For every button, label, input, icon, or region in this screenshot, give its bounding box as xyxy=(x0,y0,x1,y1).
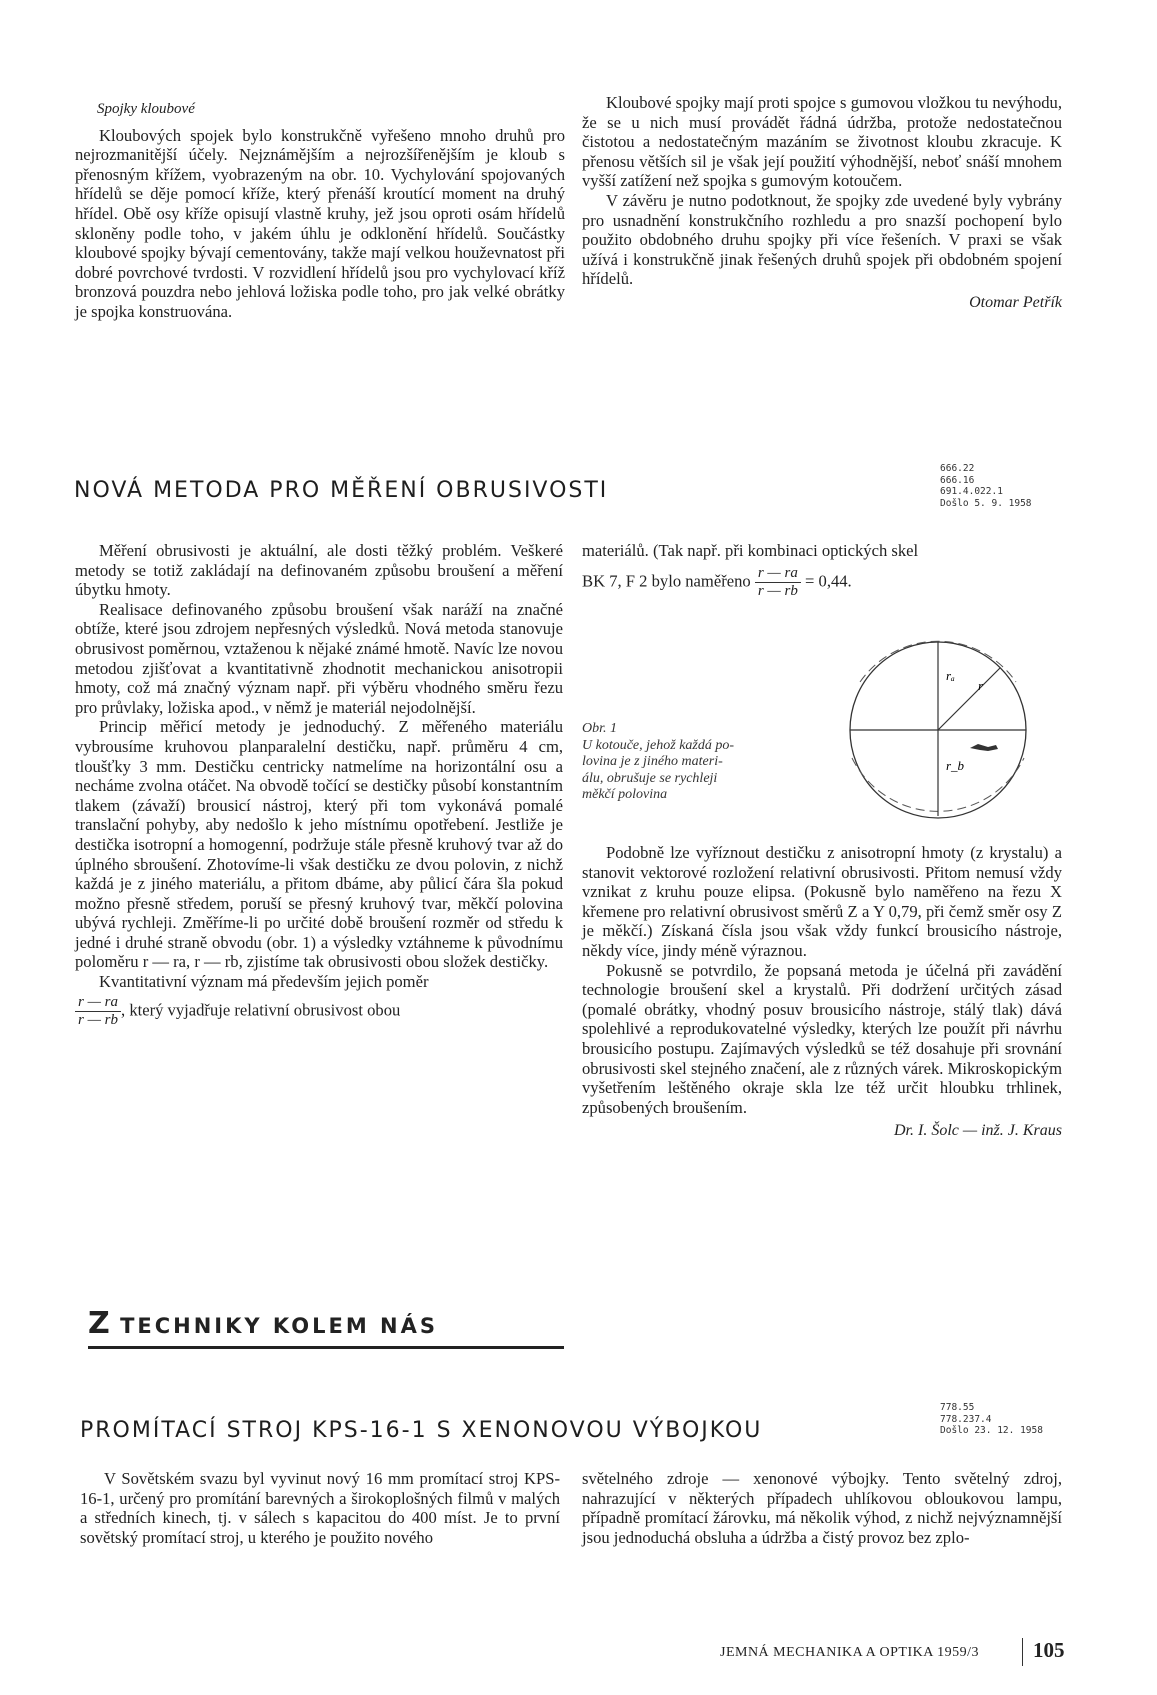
metoda-right-column xyxy=(582,541,1062,600)
paragraph-text: materiálů. (Tak např. při kombinaci optických skel xyxy=(582,541,919,560)
formula-line xyxy=(75,994,563,1029)
code: 666.16 xyxy=(940,474,975,486)
paragraph xyxy=(75,972,563,992)
footer-divider xyxy=(1022,1638,1023,1666)
fraction-denominator: r — rb xyxy=(78,1011,119,1028)
figure-disk-diagram xyxy=(838,630,1038,830)
metoda-left-column xyxy=(75,541,563,1029)
paragraph: Princip měřicí metody je jednoduchý. Z měřeného materiálu vybrousíme kruhovou planparalelní destičku, např. průměru 4 cm, tloušťky 3 mm. Destičku centricky natmelíme na horizontální osu a necháme zvolna otáčet. Na obvodě točící se destičky působí konstantním tlakem (závaží) brousicí nástroj, který při tom vykonává pomalé translační pohyby, aby nedošlo k jeho místnímu opotřebení. Jestliže je destička isotropní a homogenní, podržuje stále přesně kruhový tvar až do úplného sbroušení. Zhotovíme-li však destičku ze dvou polovin, z nichž každá je z jiného materiálu, a přitom dbáme, aby půlicí čára šla pokud možno přesně středem, poruší se přesný kruhový tvar, měkčí polovina ubývá rychleji. Změříme-li po určité době broušení rozměr od středu k jedné i druhé straně obvodu (obr. 1) a výsledky vztáhneme k původnímu poloměru r — ra, r — rb, zjistíme tak obrusivosti obou složek destičky. xyxy=(75,717,563,972)
section-heading xyxy=(88,1306,438,1341)
paragraph: Měření obrusivosti je aktuální, ale dosti těžký problém. Veškeré metody se totiž zakládají na definovaném způsobu broušení a měření úbytku hmoty. xyxy=(75,541,563,600)
received-date: Došlo 23. 12. 1958 xyxy=(940,1425,1043,1436)
article-title: PROMÍTACÍ STROJ KPS-16-1 S XENONOVOU VÝBOJKOU xyxy=(80,1418,763,1443)
code: 666.22 xyxy=(940,463,975,474)
code: 778.237.4 xyxy=(940,1413,992,1425)
journal-footer: JEMNÁ MECHANIKA A OPTIKA 1959/3 xyxy=(720,1645,979,1660)
fraction-numerator: r — ra xyxy=(755,565,801,583)
spojky-right-column xyxy=(582,93,1062,313)
wear-mark xyxy=(970,744,998,751)
ratio-fraction xyxy=(75,994,121,1029)
fraction-denominator: r — rb xyxy=(757,582,798,599)
formula-text: , který vyjadřuje relativní obrusivost obou xyxy=(121,999,401,1019)
article-title: NOVÁ METODA PRO MĚŘENÍ OBRUSIVOSTI xyxy=(74,478,609,503)
author-signature: Otomar Petřík xyxy=(969,293,1062,311)
paragraph: V závěru je nutno podotknout, že spojky zde uvedené byly vybrány pro usnadnění konstrukčního rozhledu a pro snazší pochopení bylo použito obdobného druhu spojky při více řešeních. V praxi se však užívá i konstrukčně jinak řešených druhů spojek při obdobném spojení hřídelů. xyxy=(582,190,1062,289)
section-title: TECHNIKY KOLEM NÁS xyxy=(120,1314,438,1338)
paragraph: Podobně lze vyříznout destičku z anisotropní hmoty (z krystalu) a stanovit vektorové rozložení relativní obrusivosti. Přitom nemusí vždy vznikat z kruhu pouze elipsa. (Pokusně bylo naměřeno na řezu X křemene pro relativní obrusivost směrů Z a Y 0,79, při čemž směr osy Z je měkčí.) Získaná čísla jsou však vždy funkcí brousicího nástroje, někdy více, jindy méně výraznou. xyxy=(582,843,1062,960)
paragraph: světelného zdroje — xenonové výbojky. Tento světelný zdroj, nahrazující v některých případech uhlíkovou obloukovou lampu, případně promítací žárovku, má několik výhod, z nichž nejvýznamnější jsou jednoduchá obsluha a údržba a čistý provoz bez zplo- xyxy=(582,1469,1062,1547)
caption-line: U kotouče, jehož každá po- xyxy=(582,737,735,753)
caption-line: lovina je z jiného materi- xyxy=(582,754,723,769)
spojky-left-column xyxy=(75,100,565,322)
ratio-fraction xyxy=(755,565,801,600)
paragraph: V Sovětském svazu byl vyvinut nový 16 mm promítací stroj KPS-16-1, určený pro promítání barevných a širokoplošných filmů v malých a středních kinech, tj. v sálech s kapacitou do 400 míst. Je to první sovětský promítací stroj, u kterého je použito nového xyxy=(80,1469,560,1547)
received-date: Došlo 5. 9. 1958 xyxy=(940,497,1032,509)
paragraph: Pokusně se potvrdilo, že popsaná metoda je účelná při zavádění technologie broušení skel a krystalů. Při dodržení určitých zásad (pomalé obrátky, vhodný posuv brousicího nástroje, stálý tlak) dává spolehlivé a reprodukovatelné výsledky, kterých lze použít při návrhu brousicího postupu. Zajímavých výsledků se též dosahuje při srovnání obrusivosti skel stejného značení, ale z různých várek. Mikroskopickým vyšetřením leštěného okraje skla lze též určit hloubku trhlinek, způsobených broušením. xyxy=(582,960,1062,1117)
paragraph-text: Kvantitativní význam má především jejich poměr xyxy=(99,972,429,992)
formula-text: BK 7, F 2 bylo naměřeno xyxy=(582,570,751,590)
caption-line: álu, obrušuje se rychleji xyxy=(582,770,718,786)
section-rule xyxy=(88,1346,564,1349)
section-initial: Z xyxy=(88,1306,110,1341)
label-ra: rₐ xyxy=(946,668,955,683)
section-subheading: Spojky kloubové xyxy=(97,101,195,117)
classification-codes xyxy=(940,1402,1043,1437)
formula-text: = 0,44. xyxy=(805,570,852,590)
code: 778.55 xyxy=(940,1402,975,1413)
caption-line: Obr. 1 xyxy=(582,721,618,736)
label-rb: r_b xyxy=(946,758,965,773)
formula-line xyxy=(582,565,1062,600)
paragraph: Kloubové spojky mají proti spojce s gumovou vložkou tu nevýhodu, že se u nich musí provádět řádná údržba, protože nedostatečnou čistotou a nedostatečným mazáním se životnost kloubu zkracuje. K přenosu větších sil je však její použití výhodnější, neboť snáší mnohem vyšší zatížení než spojka s gumovým kotoučem. xyxy=(582,93,1062,191)
caption-line: měkčí polovina xyxy=(582,787,668,802)
paragraph: Kloubových spojek bylo konstrukčně vyřešeno mnoho druhů pro nejrozmanitější účely. Nejznámějším a nejrozšířenějším je kloub s přenosným křížem, vyobrazeným na obr. 10. Vychylování spojovaných hřídelů se děje pomocí kříže, který přenáší kroutící moment na druhý hřídel. Obě osy kříže opisují vlastně kruhy, jež jsou oproti osám hřídelů skloněny podle toho, v jakém úhlu je odklonění hřídelů. Součástky kloubové spojky bývají cementovány, takže mají velkou houževnatost při dobré povrchové tvrdosti. V rozvidlení hřídelů jsou pro vychylovací kříž bronzová pouzdra nebo jehlová ložiska podle toho, pro jak velké obrátky je spojka konstruována. xyxy=(75,125,565,321)
author-signature: Dr. I. Šolc — inž. J. Kraus xyxy=(893,1122,1062,1140)
metoda-right-column-lower xyxy=(582,843,1062,1141)
kps-left-column xyxy=(80,1469,560,1547)
figure-caption xyxy=(582,721,734,804)
fraction-numerator: r — ra xyxy=(75,994,121,1012)
label-r: r xyxy=(978,678,984,693)
classification-codes xyxy=(940,463,1032,509)
page-number: 105 xyxy=(1033,1638,1065,1662)
kps-right-column xyxy=(582,1469,1062,1547)
code: 691.4.022.1 xyxy=(940,486,1003,497)
paragraph: Realisace definovaného způsobu broušení však naráží na značné obtíže, které jsou zdrojem nepřesných výsledků. Nová metoda stanovuje obrusivost poměrnou, vztaženou k nějaké známé hmotě. Navíc lze novou metodou zjišťovat a kvantitativně zhodnotit mechanickou anisotropii hmoty, což má značný význam např. při výběru vhodného směru řezu pro průvlaky, ložiska apod., v němž je materiál nejodolnější. xyxy=(75,599,563,717)
